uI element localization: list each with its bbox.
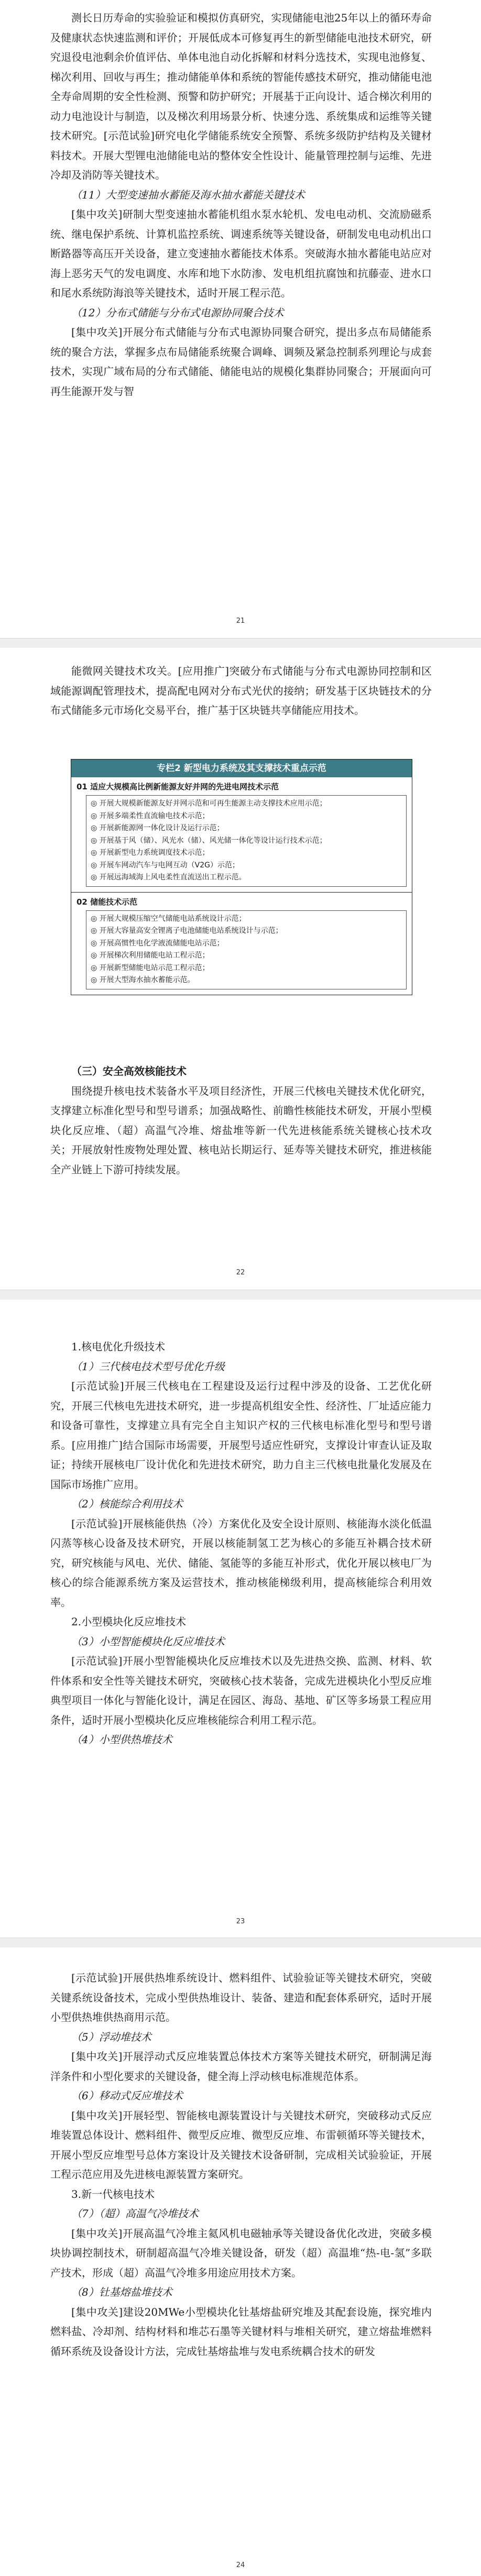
page-22-section: [50, 1062, 432, 1180]
list-item: ◎ 开展新能源网一体化设计及运行示范；: [91, 824, 224, 832]
feature-box: [71, 759, 412, 995]
item-heading: （5）浮动堆技术: [71, 2030, 151, 2043]
box-section-2: [71, 892, 412, 995]
paragraph: [示范试验]开展小型智能模块化反应堆技术以及先进热交换、监测、材料、软件体系和安全性等关键技术研究，突破核心技术装备，完成先进模块化小型反应堆典型项目一体化与智能化设计，满足在园区、海岛、基地、矿区等多场景工程应用条件，适时开展小型模块化反应堆核能综合利用工程示范。: [50, 1655, 432, 1726]
paragraph: [集中攻关]开展浮动式反应堆装置总体技术方案等关键技术研究，研制满足海洋条件和小型化要求的关键设备，健全海上浮动核电标准规范体系。: [50, 2050, 432, 2083]
box-section-title: 02 储能技术示范: [76, 897, 138, 907]
page-separator: [0, 1937, 481, 1948]
page-separator: [0, 638, 481, 648]
list-item: ◎ 开展新型电力系统调度技术示范；: [91, 849, 210, 857]
list-item: ◎ 开展大规模新能源友好并网示范和可再生能源主动支撑技术应用示范；: [91, 799, 327, 808]
page-number: 21: [236, 617, 245, 625]
section-heading: （12）分布式储能与分布式电源协同聚合技术: [71, 306, 284, 319]
page-number: 24: [236, 2561, 245, 2569]
list-item: ◎ 开展高惯性电化学液流储能电站示范；: [91, 939, 224, 948]
list-item: ◎ 开展大型海水抽水蓄能示范。: [91, 976, 195, 984]
list-item: ◎ 开展梯次利用储能电站工程示范；: [91, 951, 210, 960]
subsection-heading: 2.小型模块化反应堆技术: [71, 1615, 187, 1628]
paragraph: [集中攻关]开展分布式储能与分布式电源协同聚合研究，提出多点布局储能系统的聚合方法，掌握多点布局储能系统聚合调峰、调频及紧急控制系列理论与成套技术，实现广域布局的分布式储能、储能电站的规模化集群协同聚合；开展面向可再生能源开发与智: [50, 326, 432, 398]
list-item: ◎ 开展新型储能电站示范工程示范；: [91, 963, 210, 972]
section-heading: （三）安全高效核能技术: [71, 1065, 187, 1077]
list-item: ◎ 开展大容量高安全锂离子电池储能电站系统设计与示范；: [91, 927, 283, 935]
list-item: ◎ 开展远海域海上风电柔性直流送出工程示范。: [91, 873, 246, 882]
paragraph: 测长日历寿命的实验验证和模拟仿真研究，实现储能电池25年以上的循环寿命及健康状态快速监测和评价；开展低成本可修复再生的新型储能电池技术研究，研究退役电池剩余价值评估、单体电池自动化拆解和材料分选技术，实现电池修复、梯次利用、回收与再生；推动储能单体和系统的智能传感技术研究，推动储能电池全寿命周期的安全性检测、预警和防护研究；开展基于正向设计、适合梯次利用的动力电池设计与制造，以及梯次利用场景分析、快速分选、系统集成和运维等关键技术研究。[示范试验]研究电化学储能系统安全预警、系统多级防护结构及关键材料技术。开展大型锂电池储能电站的整体安全性设计、能量管理控制与运维、先进冷却及消防等关键技术。: [50, 12, 432, 181]
paragraph: [示范试验]开展三代核电在工程建设及运行过程中涉及的设备、工艺优化研究，开展三代核电先进技术研究，进一步提高机组安全性、经济性、厂址适应能力和设备可靠性，支撑建立具有完全自主知识产权的三代核电标准化型号和型号谱系。[应用推广]结合国际市场需要，开展型号适应性研究，支撑设计审查认证及取证；持续开展核电厂设计优化和先进技术研究，助力自主三代核电批量化发展及在国际市场推广应用。: [50, 1380, 432, 1491]
subsection-heading: 1.核电优化升级技术: [71, 1340, 166, 1353]
page-24-content: [50, 1968, 432, 2361]
page-23: [0, 1300, 481, 1937]
page-22: [0, 648, 481, 1290]
item-heading: （7）（超）高温气冷堆技术: [71, 2207, 199, 2220]
box-section-items: [86, 795, 407, 887]
paragraph: 能微网关键技术攻关。[应用推广]突破分布式储能与分布式电源协同控制和区域能源调配管理技术，提高配电网对分布式光伏的接纳；研发基于区块链技术的分布式储能多元市场化交易平台，推广基于区块链共享储能应用技术。: [50, 665, 432, 717]
box-section-items: [86, 910, 407, 989]
item-heading: （6）移动式反应堆技术: [71, 2089, 183, 2102]
page-22-content: [50, 662, 432, 721]
list-item: ◎ 开展基于风（储）、风光水（储）、风光储一体化等设计运行技术示范；: [91, 836, 327, 845]
paragraph: [集中攻关]研制大型变速抽水蓄能机组水泵水轮机、发电电动机、交流励磁系统、继电保护系统、计算机监控系统、调速系统等关键设备，研制发电电动机出口断路器等高压开关设备，建立变速抽水蓄能技术体系。突破海水抽水蓄能电站应对海上恶劣天气的发电调度、水库和地下水防渗、发电机组抗腐蚀和抗藤壶、进水口和尾水系统防海浪等关键技术，适时开展工程示范。: [50, 208, 432, 299]
item-heading: （1）三代核电技术型号优化升级: [71, 1360, 225, 1373]
paragraph: [集中攻关]开展高温气冷堆主氦风机电磁轴承等关键设备优化改进，突破多模块协调控制技术，研制超高温气冷堆关键设备，研发（超）高温堆“热-电-氢”多联产技术，形成（超）高温气冷堆多用途应用技术方案。: [50, 2227, 432, 2279]
item-heading: （4）小型供热堆技术: [71, 1733, 172, 1746]
box-section-title: 01 适应大规模高比例新能源友好并网的先进电网技术示范: [76, 782, 279, 791]
page-23-content: [50, 1337, 432, 1750]
item-heading: （2）核能综合利用技术: [71, 1498, 183, 1510]
page-number: 22: [236, 1269, 245, 1276]
page-number: 23: [236, 1918, 245, 1925]
page-24: [0, 1947, 481, 2576]
list-item: ◎ 开展多端柔性直流输电技术示范；: [91, 811, 210, 820]
page-separator: [0, 1290, 481, 1300]
paragraph: [示范试验]开展核能供热（冷）方案优化及安全设计原则、核能海水淡化低温闪蒸等核心设备及技术研究，开展以核能制氢工艺为核心的多能互补耦合技术研究，研究核能与风电、光伏、储能、氢能等的多能互补形式，优化开展以核电厂为核心的综合能源系统方案及运营技术，推动核能梯级利用，提高核能综合利用效率。: [50, 1517, 432, 1609]
paragraph: [示范试验]开展供热堆系统设计、燃料组件、试验验证等关键技术研究，突破关键系统设备技术，完成小型供热堆设计、装备、建造和配套体系研究，适时开展小型供热堆供热商用示范。: [50, 1972, 432, 2023]
paragraph: 围绕提升核电技术装备水平及项目经济性，开展三代核电关键技术优化研究，支撑建立标准化型号和型号谱系；加强战略性、前瞻性核能技术研发，开展小型模块化反应堆、（超）高温气冷堆、熔盐堆等新一代先进核能系统关键核心技术攻关；开展放射性废物处理处置、核电站长期运行、延寿等关键技术研究，推进核能全产业链上下游可持续发展。: [50, 1084, 432, 1176]
item-heading: （8）钍基熔盐堆技术: [71, 2286, 172, 2298]
paragraph: [集中攻关]建设20MWe小型模块化钍基熔盐研究堆及其配套设施，探究堆内燃料盐、冷却剂、结构材料和堆芯石墨等关键材料与堆相关研究，建立熔盐堆燃料循环系统及设备设计方法，完成钍基熔盐堆与发电系统耦合技术的研发: [50, 2305, 432, 2358]
box-section-1: [71, 777, 412, 892]
paragraph: [集中攻关]开展轻型、智能核电源装置设计与关键技术研究，突破移动式反应堆装置总体设计、燃料组件、微型反应堆、微型反应堆、布雷顿循环等关键技术，开展小型反应堆型号总体方案设计及关键技术设备研制，完成相关试验验证，开展工程示范应用及先进核电源装置方案研究。: [50, 2109, 432, 2181]
list-item: ◎ 开展大规模压缩空气储能电站系统设计示范；: [91, 914, 246, 923]
page-21-content: [50, 8, 432, 401]
subsection-heading: 3.新一代核电技术: [71, 2187, 155, 2200]
item-heading: （3）小型智能模块化反应堆技术: [71, 1635, 225, 1648]
box-title: 专栏2 新型电力系统及其支撑技术重点示范: [71, 759, 412, 777]
page-21: [0, 0, 481, 638]
list-item: ◎ 开展车网动汽车与电网互动（V2G）示范；: [91, 861, 239, 869]
section-heading: （11）大型变速抽水蓄能及海水抽水蓄能关键技术: [71, 188, 305, 201]
